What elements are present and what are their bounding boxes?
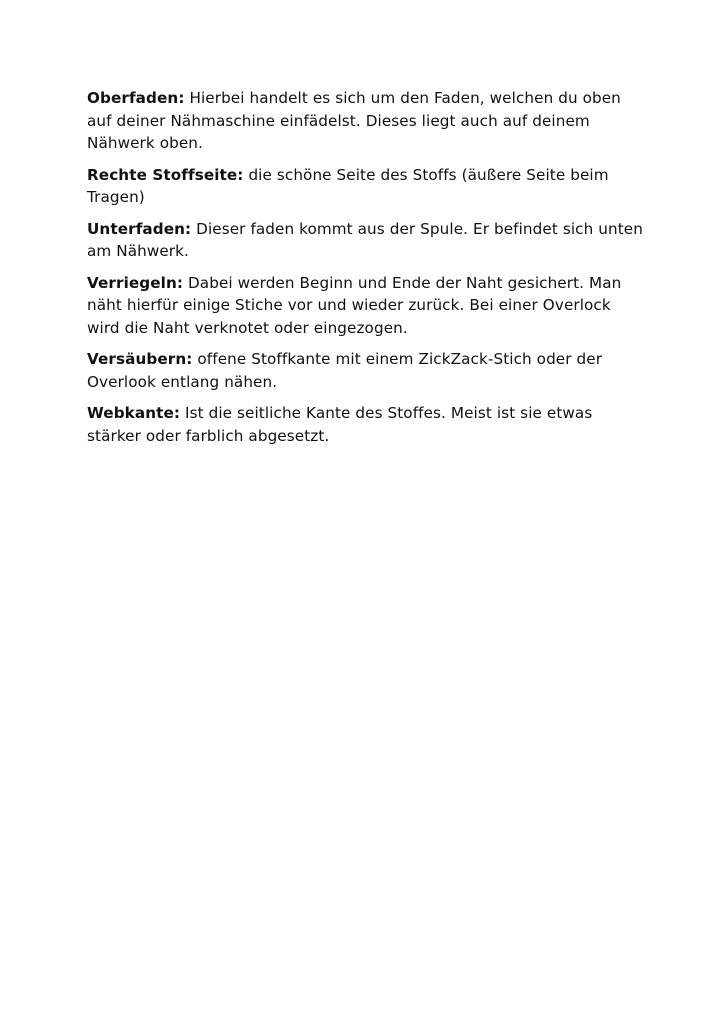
glossary-entry-verriegeln xyxy=(87,272,647,340)
glossary-term: Webkante: xyxy=(87,404,181,422)
glossary-term: Versäubern: xyxy=(87,350,193,368)
glossary-entry-oberfaden xyxy=(87,87,647,155)
glossary-term: Unterfaden: xyxy=(87,219,192,238)
glossary-definition: offene Stoffkante mit einem ZickZack-Stich oder der Overlook entlang nähen. xyxy=(87,350,603,391)
glossary xyxy=(87,87,647,456)
glossary-definition: Hierbei handelt es sich um den Faden, welchen du oben auf deiner Nähmaschine einfädelst. Dieses liegt auch auf deinem Nähwerk oben. xyxy=(87,89,621,152)
glossary-entry-rechte-stoffseite xyxy=(87,164,647,209)
glossary-term: Verriegeln: xyxy=(87,273,184,292)
glossary-entry-versaeubern xyxy=(87,348,647,393)
glossary-term: Rechte Stoffseite: xyxy=(87,165,244,184)
glossary-entry-webkante xyxy=(87,402,647,447)
glossary-definition: die schöne Seite des Stoffs (äußere Seite beim Tragen) xyxy=(87,165,609,206)
glossary-term: Oberfaden: xyxy=(87,89,185,107)
glossary-definition: Dieser faden kommt aus der Spule. Er befindet sich unten am Nähwerk. xyxy=(87,219,643,260)
glossary-entry-unterfaden xyxy=(87,218,647,263)
glossary-definition: Dabei werden Beginn und Ende der Naht gesichert. Man näht hierfür einige Stiche vor und wieder zurück. Bei einer Overlock wird die Naht verknotet oder eingezogen. xyxy=(87,273,622,337)
glossary-definition: Ist die seitliche Kante des Stoffes. Meist ist sie etwas stärker oder farblich abgesetzt. xyxy=(87,404,593,445)
